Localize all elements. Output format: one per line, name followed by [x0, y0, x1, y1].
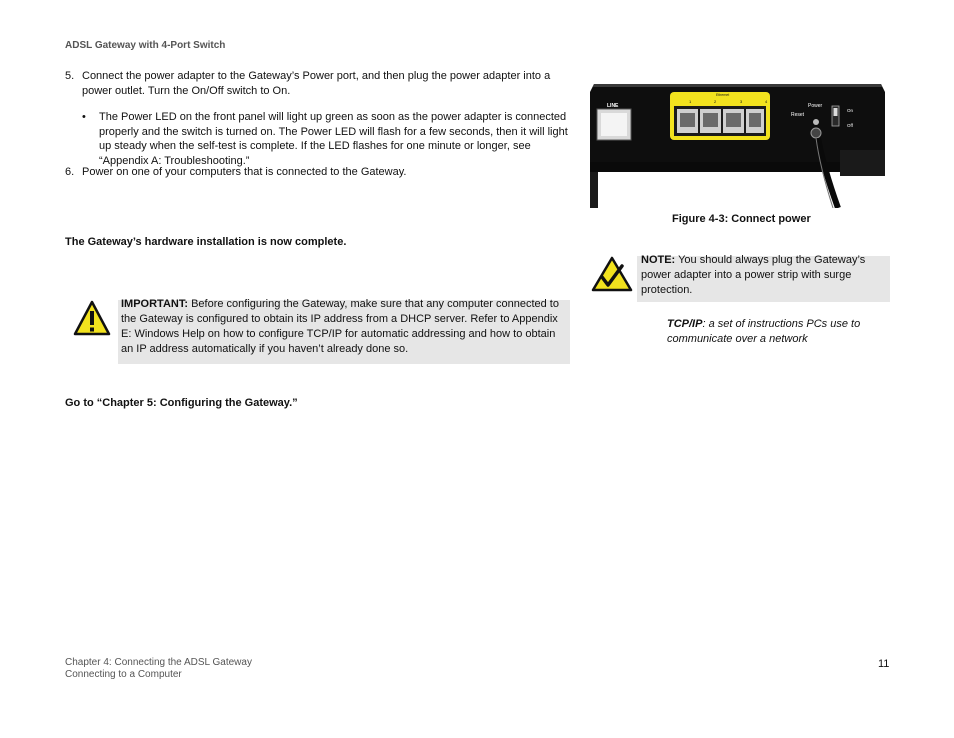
port-2-label: 2 — [714, 99, 717, 104]
tcpip-definition — [667, 317, 877, 347]
off-label: Off — [847, 123, 853, 128]
warning-icon — [73, 300, 111, 336]
step-number: 5. — [65, 70, 75, 82]
note — [641, 253, 889, 298]
definition-term: TCP/IP — [667, 318, 703, 330]
reset-label: Reset — [791, 112, 805, 118]
checkmark-icon — [591, 256, 633, 292]
step-6 — [65, 165, 570, 180]
footer-section: Connecting to a Computer — [65, 669, 182, 680]
ethernet-label: Ethernet — [716, 93, 730, 97]
bullet-symbol: • — [82, 111, 86, 123]
power-label: Power — [808, 103, 823, 109]
step-text: Power on one of your computers that is connected to the Gateway. — [82, 166, 407, 178]
footer-chapter: Chapter 4: Connecting the ADSL Gateway — [65, 657, 252, 668]
important-label: IMPORTANT: — [121, 298, 189, 310]
running-header: ADSL Gateway with 4-Port Switch — [65, 40, 226, 51]
port-4-label: 4 — [765, 99, 768, 104]
router-illustration — [590, 80, 885, 208]
completion-statement: The Gateway’s hardware installation is now complete. — [65, 236, 347, 248]
important-text: Before configuring the Gateway, make sure that any computer connected to the Gateway is configured to obtain its IP address from a DHCP server. Refer to Appendix E: Windows Help on how to configure TCP/IP for automatic addressing and how to obtain an IP address automatically if you haven’t already done so. — [121, 298, 559, 355]
on-label: On — [847, 108, 854, 113]
note-label: NOTE: — [641, 254, 676, 266]
port-1-label: 1 — [689, 99, 692, 104]
important-note — [121, 297, 570, 357]
step-number: 6. — [65, 166, 75, 178]
next-chapter-link: Go to “Chapter 5: Configuring the Gateway.” — [65, 397, 298, 409]
note-text: You should always plug the Gateway’s power adapter into a power strip with surge protection. — [641, 254, 866, 296]
definition-text: : a set of instructions PCs use to communicate over a network — [667, 318, 861, 345]
port-3-label: 3 — [740, 99, 743, 104]
figure-caption: Figure 4-3: Connect power — [672, 213, 811, 225]
step-5 — [65, 69, 570, 99]
bullet-item — [82, 110, 582, 168]
page-number: 11 — [878, 658, 890, 670]
bullet-text: The Power LED on the front panel will light up green as soon as the power adapter is connected properly and the switch is turned on. The Power LED will flash for a few seconds, then it will light up steady when the self-test is complete. If the LED flashes for one minute or longer, see “Appendix A: Troubleshooting.” — [99, 111, 568, 167]
line-port-label: LINE — [607, 103, 619, 109]
step-text: Connect the power adapter to the Gateway’s Power port, and then plug the power adapter into a power outlet. Turn the On/Off switch to On. — [82, 70, 551, 97]
